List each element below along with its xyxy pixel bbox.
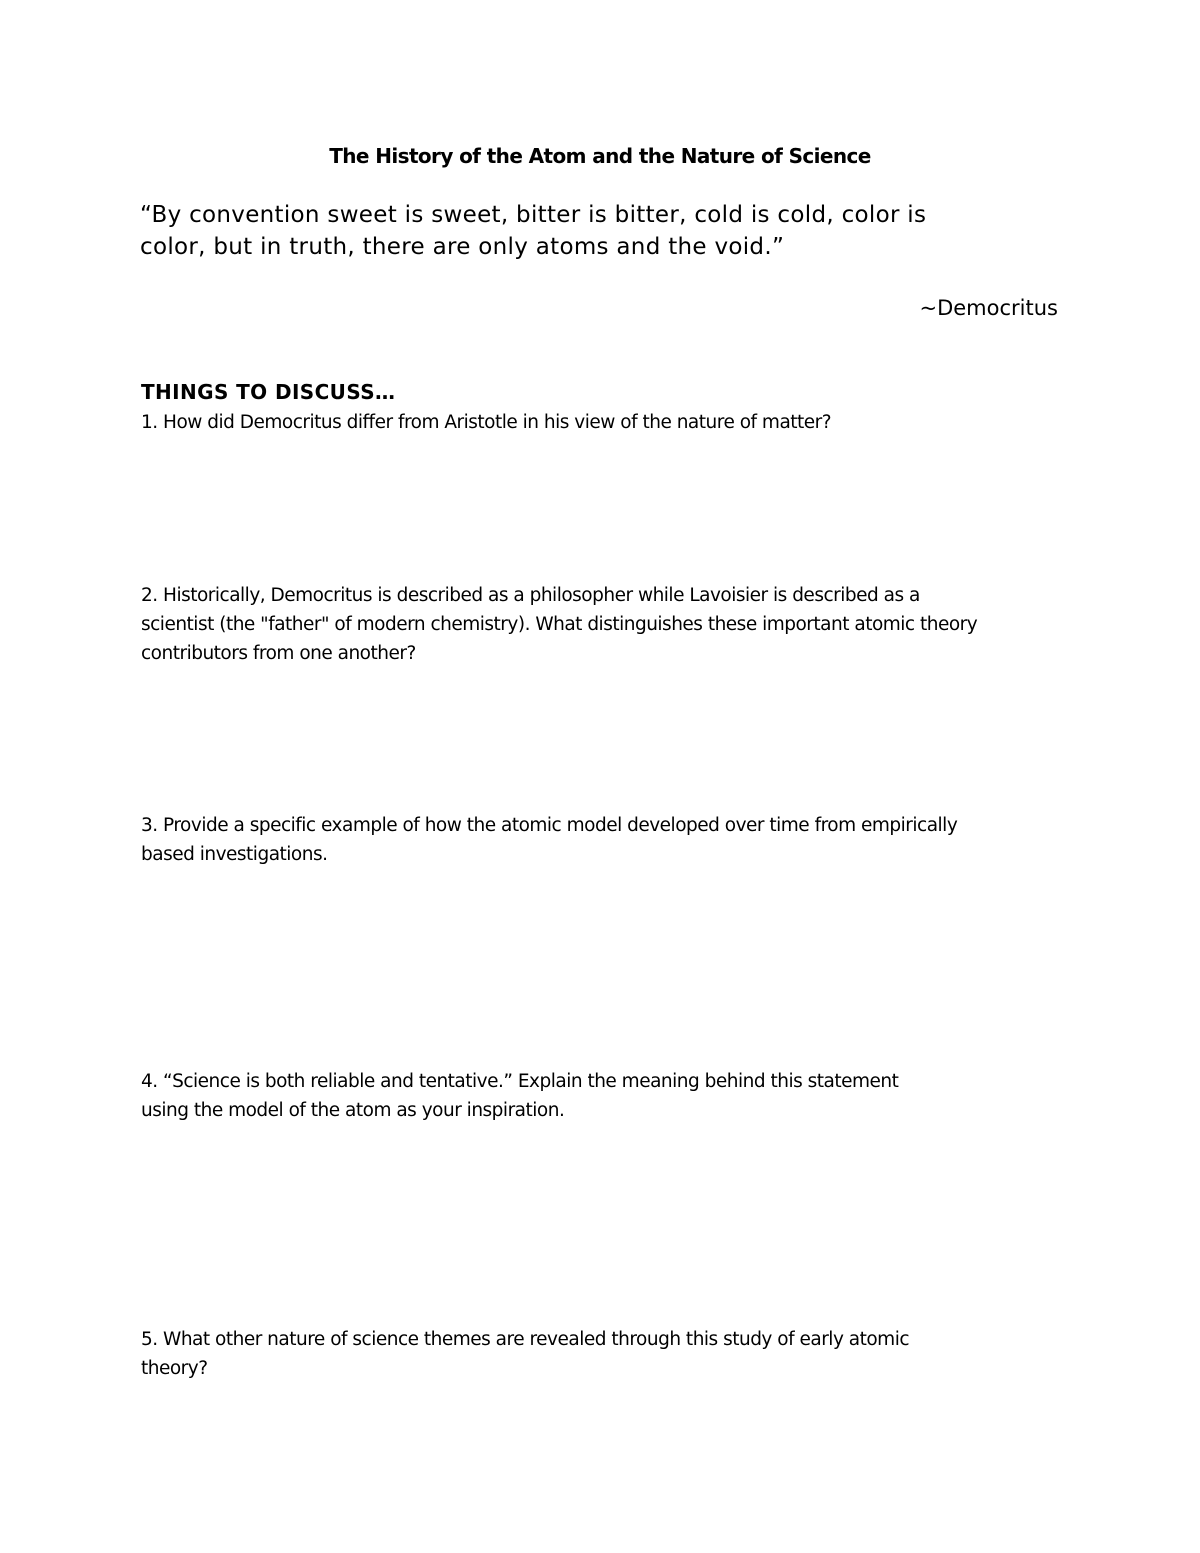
question-line: 3. Provide a specific example of how the atomic model developed over time from empirically [141, 815, 958, 836]
quote-line: color, but in truth, there are only atoms and the void.” [140, 234, 785, 260]
question-2 [141, 581, 1081, 668]
question-5 [141, 1325, 1081, 1383]
question-3 [141, 811, 1081, 869]
question-1 [141, 408, 1081, 437]
question-line: 1. How did Democritus differ from Aristotle in his view of the nature of matter? [141, 412, 832, 433]
page-title: The History of the Atom and the Nature of Science [329, 144, 871, 168]
question-line: based investigations. [141, 844, 328, 865]
question-line: 2. Historically, Democritus is described as a philosopher while Lavoisier is described as a [141, 585, 920, 606]
question-line: scientist (the "father" of modern chemistry). What distinguishes these important atomic theory [141, 614, 978, 635]
quote-line: “By convention sweet is sweet, bitter is bitter, cold is cold, color is [140, 202, 927, 228]
question-line: 4. “Science is both reliable and tentative.” Explain the meaning behind this statement [141, 1071, 899, 1092]
democritus-quote [140, 199, 1070, 263]
question-line: 5. What other nature of science themes are revealed through this study of early atomic [141, 1329, 910, 1350]
question-line: contributors from one another? [141, 643, 416, 664]
question-4 [141, 1067, 1081, 1125]
question-line: using the model of the atom as your inspiration. [141, 1100, 565, 1121]
quote-attribution: ~Democritus [919, 296, 1058, 320]
section-heading: THINGS TO DISCUSS… [141, 380, 396, 404]
question-line: theory? [141, 1358, 208, 1379]
